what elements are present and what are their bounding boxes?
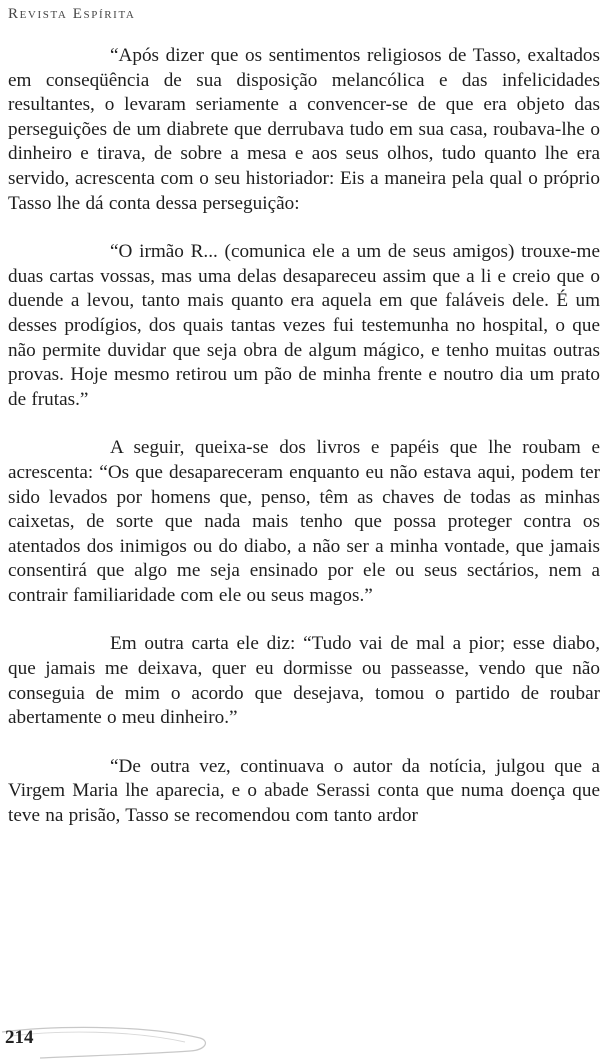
paragraph-1: “Após dizer que os sentimentos religiosos de Tasso, exaltados em conseqüência de sua disposição melancólica e das infelicidades resultantes, o levaram seriamente a convencer-se de que era objeto das perseguições de um diabrete que derrubava tudo em sua casa, roubava-lhe o dinheiro e tirava, de sobre a mesa e aos seus olhos, tudo quanto lhe era servido, acrescenta com o seu historiador: Eis a maneira pela qual o próprio Tasso lhe dá conta dessa perseguição: — [8, 45, 600, 214]
paragraph-3: A seguir, queixa-se dos livros e papéis que lhe roubam e acrescenta: “Os que desapareceram enquanto eu não estava aqui, podem ter sido levados por homens que, penso, têm as chaves de todas as minhas caixetas, de sorte que nada mais tenho que possa proteger contra os atentados dos inimigos ou do diabo, a não ser a minha vontade, que jamais consentirá que algo me seja ensinado por ele ou seus sectários, nem a contrair familiaridade com ele ou seus magos.” — [8, 437, 600, 606]
paragraph-2: “O irmão R... (comunica ele a um de seus amigos) trouxe-me duas cartas vossas, mas uma delas desapareceu assim que a li e creio que o duende a levou, tanto mais quanto era aquela em que faláveis dele. É um desses prodígios, dos quais tantas vezes fui testemunha no hospital, o que não permite duvidar que seja obra de algum mágico, e tenho muitas outras provas. Hoje mesmo retirou um pão de minha frente e noutro dia um prato de frutas.” — [8, 241, 600, 410]
running-header: Revista Espírita — [8, 6, 136, 22]
paragraph-5: “De outra vez, continuava o autor da notícia, julgou que a Virgem Maria lhe aparecia, e o abade Serassi conta que numa doença que teve na prisão, Tasso se recomendou com tanto ardor — [8, 755, 600, 827]
page-number: 214 — [5, 1027, 34, 1048]
paragraph-4: Em outra carta ele diz: “Tudo vai de mal a pior; esse diabo, que jamais me deixava, quer eu dormisse ou passeasse, vendo que não conseguia de mim o acordo que desejava, tomou o partido de roubar abertamente o meu dinheiro.” — [8, 633, 600, 729]
page-body — [8, 44, 600, 829]
